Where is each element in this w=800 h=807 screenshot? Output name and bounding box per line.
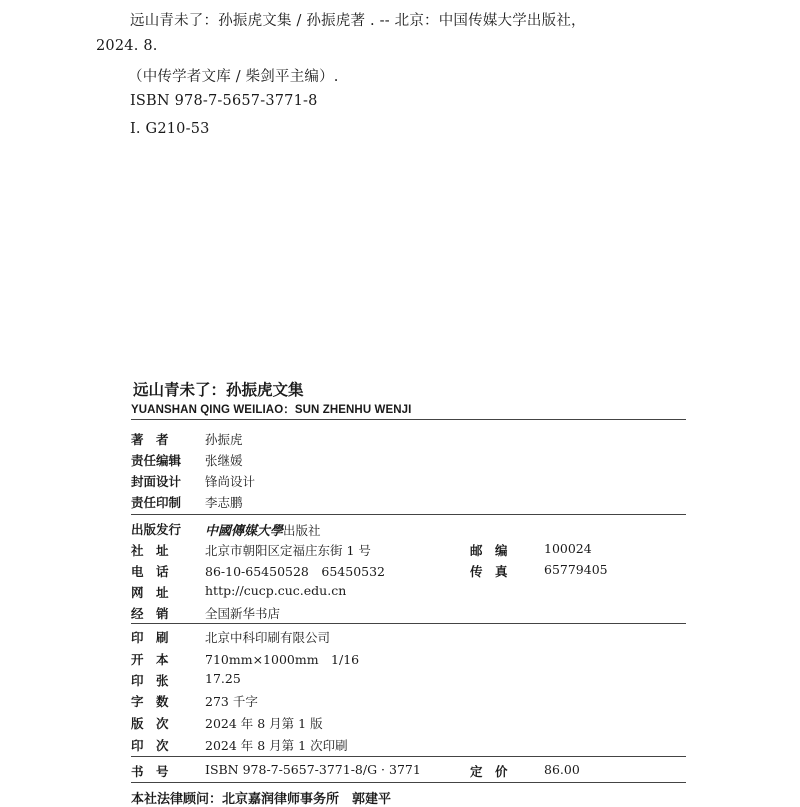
impression-value: 2024 年 8 月第 1 次印刷 [205, 738, 348, 753]
credit-value-author: 孙振虎 [205, 432, 243, 447]
publisher-name [205, 520, 321, 539]
fax-label: 传 真 [470, 564, 508, 579]
distributor-value: 全国新华书店 [205, 606, 281, 621]
phone-value: 86-10-65450528 65450532 [205, 564, 386, 579]
divider [131, 782, 686, 783]
address-value: 北京市朝阳区定福庄东街 1 号 [205, 543, 371, 558]
format-label: 开 本 [131, 652, 169, 667]
website-value: http://cucp.cuc.edu.cn [205, 583, 347, 598]
edition-value: 2024 年 8 月第 1 版 [205, 716, 323, 731]
cip-line-4: ISBN 978-7-5657-3771-8 [130, 93, 318, 109]
divider [131, 419, 686, 420]
postcode-label: 邮 编 [470, 543, 508, 558]
cip-line-1: 远山青未了：孙振虎文集 / 孙振虎著 . -- 北京：中国传媒大学出版社， [130, 13, 586, 29]
divider [131, 623, 686, 624]
sheets-value: 17.25 [205, 671, 241, 686]
cip-line-2: 2024. 8. [96, 38, 158, 54]
credit-value-editor: 张继媛 [205, 453, 243, 468]
credit-label-production: 责任印制 [131, 495, 182, 510]
cip-line-3: （中传学者文库 / 柴剑平主编）. [128, 69, 339, 85]
printer-label: 印 刷 [131, 630, 169, 645]
format-value: 710mm×1000mm 1/16 [205, 652, 360, 667]
publisher-suffix: 出版社 [283, 523, 321, 538]
isbn-label: 书 号 [131, 764, 169, 779]
credit-label-editor: 责任编辑 [131, 453, 182, 468]
impression-label: 印 次 [131, 738, 169, 753]
postcode-value: 100024 [544, 541, 592, 556]
divider [131, 756, 686, 757]
printer-value: 北京中科印刷有限公司 [205, 630, 331, 645]
publisher-logo-text: 中國傳媒大學 [205, 524, 284, 539]
isbn-value: ISBN 978-7-5657-3771-8/G · 3771 [205, 762, 421, 777]
book-title-chinese: 远山青未了：孙振虎文集 [133, 381, 304, 399]
wordcount-value: 273 千字 [205, 694, 258, 709]
phone-label: 电 话 [131, 564, 169, 579]
credit-value-cover: 锋尚设计 [205, 474, 256, 489]
wordcount-label: 字 数 [131, 694, 169, 709]
sheets-label: 印 张 [131, 673, 169, 688]
fax-value: 65779405 [544, 562, 608, 577]
book-title-pinyin: YUANSHAN QING WEILIAO：SUN ZHENHU WENJI [131, 404, 412, 416]
distributor-label: 经 销 [131, 606, 169, 621]
legal-counsel: 本社法律顾问：北京嘉润律师事务所 郭建平 [131, 792, 392, 807]
price-label: 定 价 [470, 764, 508, 779]
credit-value-production: 李志鹏 [205, 495, 243, 510]
credit-label-author: 著 者 [131, 432, 169, 447]
credit-label-cover: 封面设计 [131, 474, 182, 489]
address-label: 社 址 [131, 543, 169, 558]
price-value: 86.00 [544, 762, 580, 777]
cip-line-5: Ⅰ. G210-53 [130, 121, 210, 137]
publisher-label: 出版发行 [131, 522, 182, 537]
website-label: 网 址 [131, 585, 169, 600]
edition-label: 版 次 [131, 716, 169, 731]
divider [131, 514, 686, 515]
